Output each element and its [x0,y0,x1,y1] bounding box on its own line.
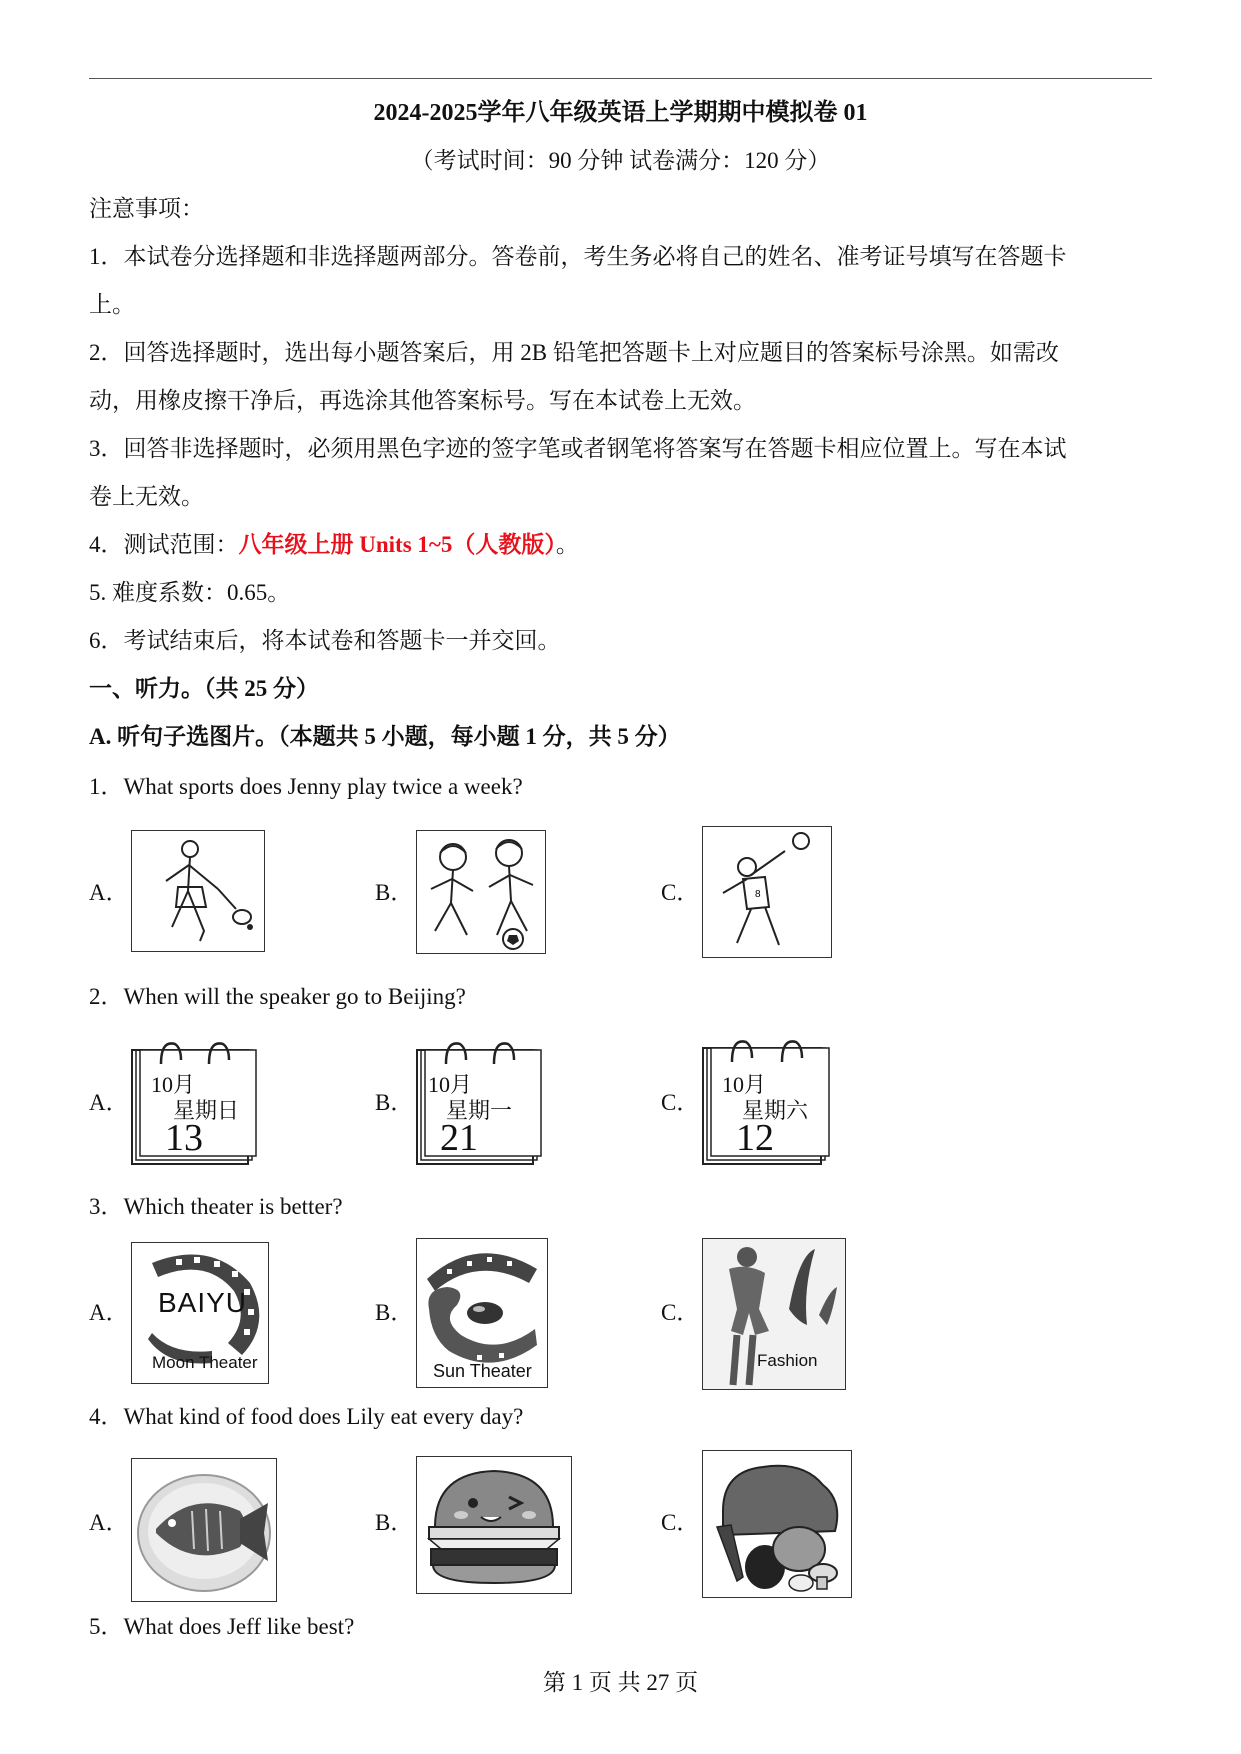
notes-heading: 注意事项： [89,196,204,221]
note-2a: 2．回答选择题时，选出每小题答案后，用 2B 铅笔把答题卡上对应题目的答案标号涂黑。如需改 [89,340,1059,365]
page-footer: 第 1 页 共 27 页 [542,1670,699,1695]
note-2b: 动，用橡皮擦干净后，再选涂其他答案标号。写在本试卷上无效。 [89,388,756,413]
q3-option-b-theater-logo[interactable] [416,1238,548,1388]
hamburger-icon [417,1457,571,1593]
page-title: 2024-2025学年八年级英语上学期期中模拟卷 01 [373,100,868,126]
calendar-c-month: 10月 [722,1072,767,1097]
q2-option-a-label: A． [89,1090,129,1115]
note-4-prefix: 4．测试范围： [89,532,239,557]
note-3a: 3．回答非选择题时，必须用黑色字迹的签字笔或者钢笔将答案写在答题卡相应位置上。写在本试 [89,436,1067,461]
section-heading: 一、听力。（共 25 分） [89,676,319,701]
q2-option-b-calendar[interactable] [416,1038,544,1166]
q3-option-b-label: B． [375,1300,414,1325]
q3-option-a-theater-logo[interactable] [131,1242,269,1384]
vegetables-icon [703,1451,851,1597]
note-5: 5. 难度系数：0.65。 [89,580,291,605]
q2-option-c-calendar[interactable] [702,1036,832,1166]
q4-option-a-label: A． [89,1510,129,1535]
q1-option-a-label: A． [89,880,129,905]
theater-a-name: Moon Theater [152,1353,258,1372]
exam-info: （考试时间：90 分钟 试卷满分：120 分） [410,148,831,173]
note-6: 6．考试结束后，将本试卷和答题卡一并交回。 [89,628,561,653]
q4-option-b-picture[interactable] [416,1456,572,1594]
q2-option-c-label: C． [661,1090,700,1115]
note-3b: 卷上无效。 [89,484,204,509]
volleyball-player-icon [703,827,831,957]
q2-option-b-label: B． [375,1090,414,1115]
calendar-c-day: 12 [736,1117,774,1159]
q4-option-c-picture[interactable] [702,1450,852,1598]
q2-option-a-calendar[interactable] [131,1038,259,1166]
svg-text:8: 8 [755,889,761,900]
question-4: 4．What kind of food does Lily eat every day? [89,1404,524,1429]
q4-option-c-label: C． [661,1510,700,1535]
q1-option-c-label: C． [661,880,700,905]
part-a-heading: A. 听句子选图片。（本题共 5 小题，每小题 1 分，共 5 分） [89,724,681,749]
question-1: 1．What sports does Jenny play twice a week? [89,774,523,799]
q1-option-b-picture[interactable] [416,830,546,954]
calendar-c-weekday: 星期六 [742,1098,809,1123]
question-2: 2．When will the speaker go to Beijing? [89,984,466,1009]
q4-option-b-label: B． [375,1510,414,1535]
q3-option-c-theater-logo[interactable] [702,1238,846,1390]
theater-b-name: Sun Theater [433,1361,532,1381]
badminton-player-icon [132,831,264,951]
football-players-icon [417,831,545,953]
q3-option-a-label: A． [89,1300,129,1325]
note-4-suffix: 。 [555,532,579,557]
q4-option-a-picture[interactable] [131,1458,277,1602]
calendar-a-weekday: 星期日 [173,1098,240,1123]
question-3: 3．Which theater is better? [89,1194,343,1219]
theater-c-name: Fashion [757,1351,818,1370]
fish-on-plate-icon [132,1459,276,1601]
q1-option-a-picture[interactable] [131,830,265,952]
q1-option-b-label: B． [375,880,414,905]
calendar-a-month: 10月 [151,1072,196,1097]
calendar-b-weekday: 星期一 [446,1098,513,1123]
calendar-a-day: 13 [165,1117,203,1159]
calendar-b-month: 10月 [428,1072,473,1097]
top-rule [89,78,1152,79]
question-5: 5．What does Jeff like best? [89,1614,355,1639]
q3-option-c-label: C． [661,1300,700,1325]
calendar-b-day: 21 [440,1117,478,1159]
note-4 [89,530,579,560]
theater-a-logo-text: BAIYU [158,1287,248,1318]
q1-option-c-picture[interactable] [702,826,832,958]
test-range: 八年级上册 Units 1~5（人教版） [238,532,556,557]
note-1a: 1．本试卷分选择题和非选择题两部分。答卷前，考生务必将自己的姓名、准考证号填写在答题卡 [89,244,1067,269]
note-1b: 上。 [89,292,135,317]
